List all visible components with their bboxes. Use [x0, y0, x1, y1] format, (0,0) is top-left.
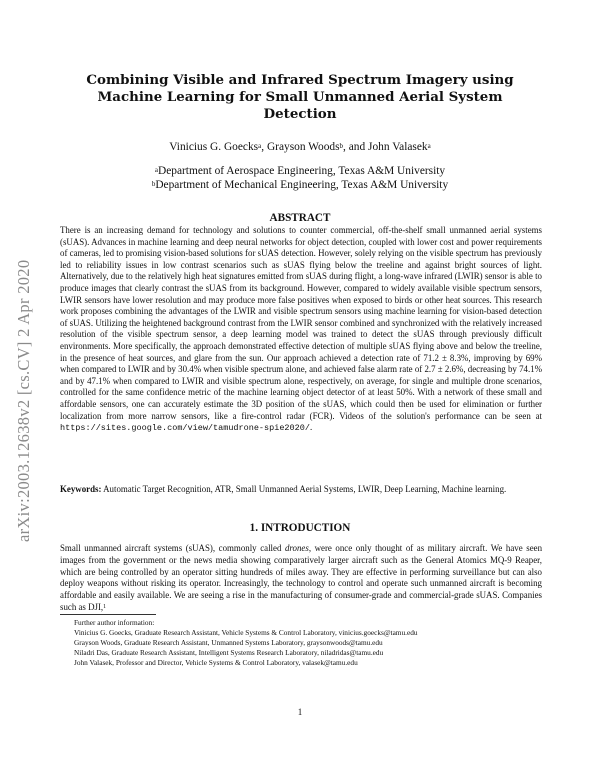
author-affiliation-mark: a [427, 142, 431, 150]
footnote-line: John Valasek, Professor and Director, Vehicle Systems & Control Laboratory, valasek@tamu.edu [74, 658, 358, 667]
intro-text-rest: , were once only thought of as military aircraft. We have seen images from the government or the news media showing comparatively larger aircraft such as the General Atomics MQ-9 Reaper, which are being controlled by an operator sitting hundreds of miles away. They are effective in performing surveillance but can also deploy weapons without risking its operator. Increasingly, the technology to control and operate such unmanned aircraft is becoming affordable and easily available. We are seeing a rise in the manufacturing of consumer-grade and commercial-grade sUAS. Companies such as DJI, [60, 543, 543, 612]
footnote-line: Further author information: [74, 618, 155, 627]
introduction-body [60, 543, 542, 614]
affiliation-text: Department of Aerospace Engineering, Texas A&M University [157, 165, 446, 177]
footnote-line: Niladri Das, Graduate Research Assistant, Intelligent Systems Research Laboratory, niladridas@tamu.edu [74, 648, 384, 657]
abstract-heading: ABSTRACT [269, 212, 331, 224]
page-number: 1 [297, 707, 303, 717]
author-affiliation-mark: b [339, 142, 344, 150]
footnote-line: Grayson Woods, Graduate Research Assistant, Unmanned Systems Laboratory, graysonwoods@tamu.edu [74, 638, 383, 647]
introduction-heading: 1. INTRODUCTION [249, 522, 351, 534]
author-affiliation-mark: a [258, 142, 262, 150]
video-url-link[interactable]: https://sites.google.com/view/tamudrone-spie2020/ [60, 423, 310, 434]
footnote-reference-mark[interactable]: 1 [103, 603, 107, 610]
keywords-label: Keywords: [60, 484, 102, 494]
abstract-body [60, 225, 542, 435]
affiliation-text: Department of Mechanical Engineering, Texas A&M University [155, 178, 449, 191]
author-information-footnote [74, 618, 544, 668]
intro-emphasis-drones: drones [284, 543, 309, 553]
author-separator: , and [343, 141, 369, 153]
abstract-text: There is an increasing demand for technology and solutions to counter commercial, off-the-shelf small unmanned aerial systems (sUAS). Advances in machine learning and deep neural networks for object detection, coupled with lower cost and power requirements of cameras, led to promising vision-based solutions for sUAS detection. However, solely relying on the visible spectrum has previously led to reliability issues in low contrast scenarios such as sUAS flying below the treeline and against bright sources of light. Alternatively, due to the relatively high heat signatures emitted from sUAS during flight, a long-wave infrared (LWIR) sensor is able to produce images that clearly contrast the sUAS from its background. However, compared to widely available visible spectrum sensors, LWIR sensors have lower resolution and may produce more false positives when exposed to birds or other heat sources. This research work proposes combining the advantages of the LWIR and visible spectrum sensors using machine learning for vision-based detection of sUAS. Utilizing the heightened background contrast from the LWIR sensor combined and synchronized with the relatively increased resolution of the visible spectrum sensor, a deep learning model was trained to detect the sUAS through previously difficult environments. More specifically, the approach demonstrated effective detection of multiple sUAS flying above and below the treeline, in the presence of heat sources, and glare from the sun. Our approach achieved a detection rate of 71.2 ± 8.3%, improving by 69% when compared to LWIR and by 30.4% when visible spectrum alone, and achieved false alarm rate of 2.7 ± 2.6%, decreasing by 74.1% and by 47.1% when compared to LWIR and visible spectrum alone, respectively, on average, for single and multiple drone scenarios, controlled for the same confidence metric of the machine learning object detector of at least 50%. With a network of these small and affordable sensors, one can accurately estimate the 3D position of the sUAS, which could then be used for elimination or further localization from more narrow sensors, like a fire-control radar (FCR). Videos of the solution's performance can be seen at [60, 225, 542, 421]
arxiv-identifier-stamp: arXiv:2003.12638v2 [cs.CV] 2 Apr 2020 [14, 259, 33, 542]
affiliation-line [60, 165, 540, 179]
affiliation-mark: b [151, 179, 156, 188]
abstract-end-punct: . [309, 422, 313, 433]
keywords-paragraph [60, 484, 542, 496]
intro-text-start: Small unmanned aircraft systems (sUAS), commonly called [60, 543, 285, 553]
footnote-line: Vinicius G. Goecks, Graduate Research Assistant, Vehicle Systems & Control Laboratory, vinicius.goecks@tamu.edu [74, 628, 418, 637]
affiliation-mark: a [154, 166, 158, 174]
author-separator: , [261, 141, 267, 153]
keywords-text: Automatic Target Recognition, ATR, Small Unmanned Aerial Systems, LWIR, Deep Learning, Machine learning. [101, 484, 507, 494]
affiliation-line [60, 179, 540, 193]
author-name: John Valasek [368, 141, 428, 153]
author-name: Grayson Woods [266, 141, 340, 153]
affiliation-list [60, 165, 540, 192]
footnote-divider [60, 614, 156, 615]
paper-title: Combining Visible and Infrared Spectrum Imagery using Machine Learning for Small Unmanned Aerial System Detection [86, 72, 514, 122]
author-name: Vinicius G. Goecks [169, 141, 259, 153]
author-list [60, 140, 540, 154]
